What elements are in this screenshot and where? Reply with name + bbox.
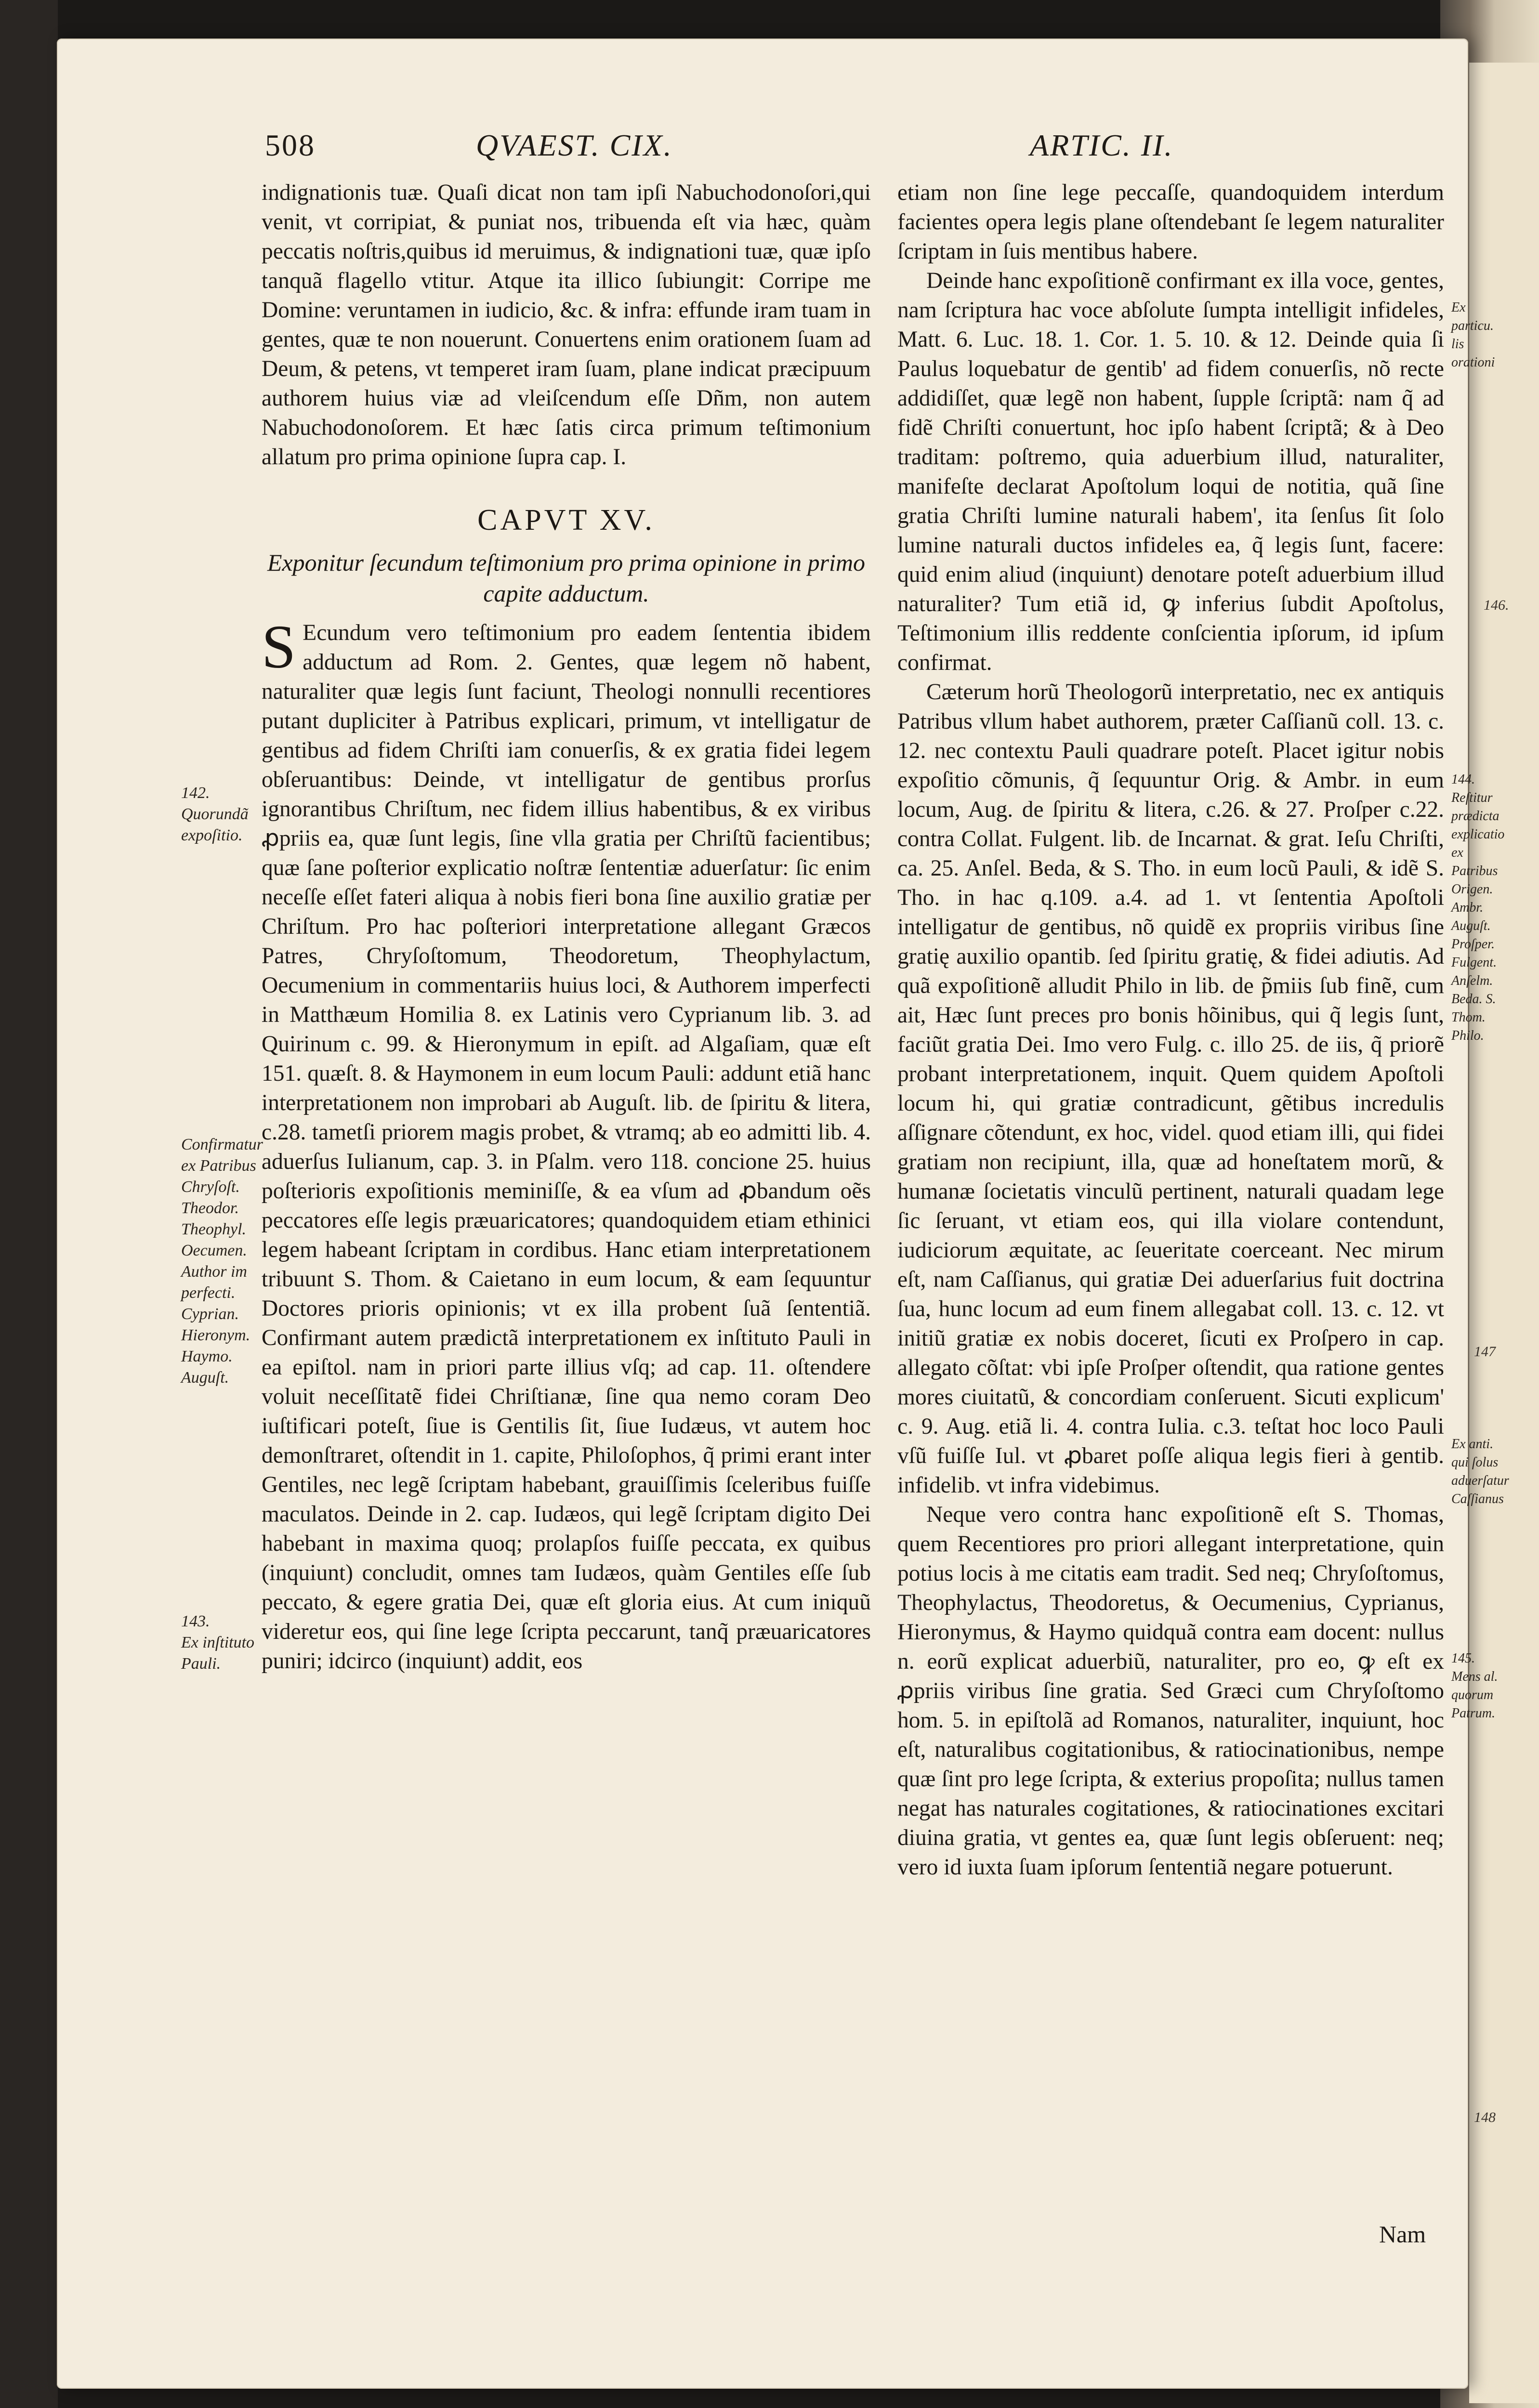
margin-note	[1451, 299, 1509, 372]
paragraph: etiam non ſine lege peccaſſe, quandoquidem interdum facientes opera legis plane oſtendebant ſe legem naturaliter ſcriptam in ſuis mentibus habere.	[897, 180, 1444, 264]
paragraph	[262, 613, 871, 1676]
paragraph: Deinde hanc expoſitionẽ confirmant ex illa voce, gentes, nam ſcriptura hac voce abſolute ſumpta intelligit infideles, Matt. 6. Luc. 18. 1. Cor. 1. 5. 10. & 12. Deinde quia ſi Paulus loquebatur de gentib' ad fidem conuerſis, nõ recte addidiſſet, quæ legẽ non habent, ſupple ſcriptã: nam q̃ ad fidẽ Chriſti conuertunt, hoc ipſo habent ſcriptã; & à Deo traditam: poſtremo, quia aduerbium illud, naturaliter, manifeſte declarat Apoſtolum loqui de notitia, quã ſine gratia Chriſti lumine naturali habem', ita ſenſus ſit ſolo lumine naturali ductos infideles ea, q̃ legis ſunt, facere: quid enim aliud (inquiunt) denotare poteſt aduerbium illud naturaliter? Tum etiã id, ꝙ inferius ſubdit Apoſtolus, Teſtimonium illis reddente conſcientia ipſorum, id ipſum confirmat.	[897, 268, 1444, 675]
paragraph: indignationis tuæ. Quaſi dicat non tam ipſi Nabuchodonoſori,qui venit, vt corripiat, & puniat nos, tribuenda eſt via hæc, quàm peccatis noſtris,quibus id meruimus, & indignationi tuæ, quæ ipſo tanquã flagello vtitur. Atque ita illico ſubiungit: Corripe me Domine: veruntamen in iudicio, &c. & infra: effunde iram tuam in gentes, quæ te non nouerunt. Conuertens enim orationem ſuam ad Deum, & petens, vt temperet iram ſuam, plane indicat præcipuum authorem huius viæ ad vleiſcendum eſſe Dñm, non autem Nabuchodonoſorem. Et hæc ſatis circa primum teſtimonium allatum pro prima opinione ſupra cap. I.	[262, 180, 871, 470]
margin-note-text: Ex anti. qui ſolus aduerſatur Caſſianus	[1451, 1437, 1509, 1506]
next-page-fragment: 146.	[1484, 597, 1509, 613]
paragraph: Cæterum horũ Theologorũ interpretatio, nec ex antiquis Patribus vllum habet authorem, præter Caſſianũ coll. 13. c. 12. nec contextu Pauli quadrare poteſt. Placet igitur nobis expoſitio cõmunis, q̃ ſequuntur Orig. & Ambr. in eum locum, Aug. de ſpiritu & litera, c.26. & 27. Proſper c.22. contra Collat. Fulgent. lib. de Incarnat. & grat. Ieſu Chriſti, ca. 25. Anſel. Beda, & S. Tho. in eum locũ Pauli, & idẽ S. Tho. in hac q.109. a.4. ad 1. vt ſententia Apoſtoli intelligatur de gentibus, nõ quidẽ ex propriis viribus ſine gratię auxilio opantib. ſed ſpiritu gratię, & fidei adiutis. Ad quã expoſitionẽ alludit Philo in lib. de p̃miis ſub finẽ, cum ait, Hæc ſunt preces pro bonis hõinibus, qui q̃ legis ſunt, faciũt gratia Dei. Imo vero Fulg. c. illo 25. de iis, q̃ priorẽ probant interpretationem, inquit. Quem quidem Apoſtoli locum hi, qui gratiæ contradicunt, gẽtibus incredulis aſſignare cõtendunt, ex hoc, videl. quod etiam illi, qui fidei gratiam non recipiunt, illa, quæ ad honeſtatem morũ, & humanæ ſocietatis vinculũ pertinent, naturali quadam lege ſic ſeruant, vt etiam eos, qui illa violare contendunt, iudiciorum æquitate, ac ſeueritate coerceant. Nec mirum eſt, nam Caſſianus, qui gratiæ Dei aduerſarius fuit doctrina ſua, hunc locum ad eum finem allegabat coll. 13. c. 12. vt initiũ gratiæ ex nobis doceret, ſicuti ex Proſpero in cap. allegato cõſtat: vbi ipſe Proſper oſtendit, qua ratione gentes mores ciuitatũ, & concordiam conſeruent. Sicuti explicum' c. 9. Aug. etiã li. 4. contra Iulia. c.3. teſtat hoc loco Pauli vſũ fuiſſe Iul. vt ꝓbaret poſſe aliqua legis fieri à gentib. infidelib. vt infra videbimus.	[897, 680, 1444, 1498]
paragraph: Neque vero contra hanc expoſitionẽ eſt S. Thomas, quem Recentiores pro priori allegant interpretatione, quin potius locis à me citatis eam tradit. Sed neq; Chryſoſtomus, Theophylactus, Theodoretus, & Oecumenius, Cyprianus, Hieronymus, & Haymo quidquã contra eam docent: nullus n. eorũ explicat aduerbiũ, naturaliter, pro eo, ꝙ eſt ex ꝓpriis viribus ſine gratia. Sed Græci cum Chryſoſtomo hom. 5. in epiſtolã ad Romanos, naturaliter, inquiunt, hoc eſt, naturalibus cogitationibus, & ratiocinationibus, nempe quæ ſint pro lege ſcripta, & exterius propoſita; nullus tamen negat has naturales cogitationes, & ratiocinationes excitari diuina gratia, vt gentes ea, quæ ſunt legis obſeruent: neq; vero id iuxta ſuam ipſorum ſententiã negare potuerunt.	[897, 1502, 1444, 1880]
scan-background-left	[0, 0, 58, 2408]
header-articulus: ARTIC. II.	[1030, 128, 1174, 162]
margin-note-text: Quorundã expoſitio.	[181, 805, 249, 844]
next-page-edge	[1469, 63, 1539, 2403]
drop-cap: S	[262, 613, 296, 681]
next-page-fragment: 147	[1474, 1344, 1496, 1360]
margin-note	[1451, 1435, 1509, 1508]
margin-note-text: Mens al. quorum Patrum.	[1451, 1669, 1498, 1721]
paragraph-text: Ecundum vero teſtimonium pro eadem ſententia ibidem adductum ad Rom. 2. Gentes, quæ legem nõ habent, naturaliter quæ legis ſunt faciunt, Theologi nonnulli recentiores putant dupliciter à Patribus explicari, primum, vt intelligatur de gentibus ad fidem Chriſti iam conuerſis, & ex gratia fidei legem obſeruantibus: Deinde, vt intelligatur de gentibus prorſus ignorantibus Chriſtum, nec fidem illius habentibus, & ex viribus ꝓpriis ea, quæ ſunt legis, ſine vlla gratia per Chriſtũ facientibus; quæ ſane poſterior explicatio noſtræ ſententiæ aduerſatur: ſic enim neceſſe eſſet fateri aliqua à nobis fieri bona ſine auxilio gratiæ per Chriſtum. Pro hac poſteriori interpretatione allegant Græcos Patres, Chryſoſtomum, Theodoretum, Theophylactum, Oecumenium in commentariis huius loci, & Authorem imperfecti in Matthæum Homilia 8. ex Latinis vero Cyprianum lib. 3. ad Quirinum c. 99. & Hieronymum in epiſt. ad Algaſiam, quæ eſt 151. quæſt. 8. & Haymonem in eum locum Pauli: addunt etiã hanc interpretationem non improbari ab Auguſt. lib. de ſpiritu & litera, c.28. tametſi priorem magis probet, & vtramq; ab eo admitti lib. 4. aduerſus Iulianum, cap. 3. in Pſalm. vero 118. concione 25. huius poſterioris expoſitionis meminiſſe, & ea vſum ad ꝓbandum oẽs peccatores eſſe legis præuaricatores; quandoquidem etiam ethinici legem habeant ſcriptam in cordibus. Hanc etiam interpretationem tribuunt S. Thom. & Caietano in eum locum, & eam ſequuntur Doctores prioris opinionis; vt ex illa probent ſuã ſententiã. Confirmant autem prædictã interpretationem ex inſtituto Pauli in ea epiſtol. nam in priori parte illius vſq; ad cap. 11. oſtendere voluit neceſſitatẽ fidei Chriſtianæ, ſine qua nemo coram Deo iuſtificari poteſt, ſiue is Gentilis ſit, ſiue Iudæus, vt autem hoc demonſtraret, oſtendit in 1. capite, Philoſophos, q̃ primi erant inter Gentiles, nec legẽ ſcriptam habebant, grauiſſimis ſceleribus fuiſſe maculatos. Deinde in 2. cap. Iudæos, qui legẽ ſcriptam digito Dei habebant in maxima quoq; prolapſos fuiſſe peccata, ex quibus (inquiunt) concludit, omnes tam Iudæos, quàm Gentiles eſſe ſub peccato, & egere gratia Dei, quæ eſt gloria eius. At cum iniquũ videretur eos, qui ſine lege ſcripta peccarunt, tanq̃ præuaricatores puniri; idcirco (inquiunt) addit, eos	[262, 620, 871, 1674]
next-page-fragment: 148	[1474, 2109, 1496, 2125]
margin-note	[181, 1611, 258, 1675]
margin-note-number: 145.	[1451, 1651, 1475, 1666]
chapter-title: CAPVT XV.	[477, 504, 655, 537]
margin-note	[181, 1134, 263, 1388]
text-column-left	[262, 178, 871, 1676]
margin-note-text: Reſtitur prædicta explicatio ex Patribus Origen. Ambr. Auguſt. Proſper. Fulgent. Anſelm. Beda. S. Thom. Philo.	[1451, 790, 1505, 1043]
margin-note	[1451, 1649, 1509, 1723]
margin-note-number: 142.	[181, 784, 210, 802]
running-header	[57, 128, 1468, 166]
chapter-subtitle: Exponitur ſecundum teſtimonium pro prima opinione in primo capite adductum.	[267, 549, 866, 607]
header-quaestio: QVAEST. CIX.	[476, 128, 673, 162]
margin-note-text: Confirmatur ex Patribus Chryſoſt. Theodor. Theophyl. Oecumen. Author im perfecti. Cyprian. Hieronym. Haymo. Auguſt.	[181, 1136, 263, 1387]
margin-note-text: Ex particu. lis orationi	[1451, 300, 1495, 370]
margin-note	[181, 783, 258, 846]
margin-note-number: 143.	[181, 1612, 210, 1630]
margin-note-text: Ex inſtituto Pauli.	[181, 1634, 255, 1673]
margin-note-number: 144.	[1451, 772, 1475, 787]
margin-note	[1451, 771, 1509, 1045]
page-number: 508	[265, 128, 316, 162]
text-column-right	[897, 178, 1444, 1882]
catchword: Nam	[1379, 2221, 1426, 2248]
